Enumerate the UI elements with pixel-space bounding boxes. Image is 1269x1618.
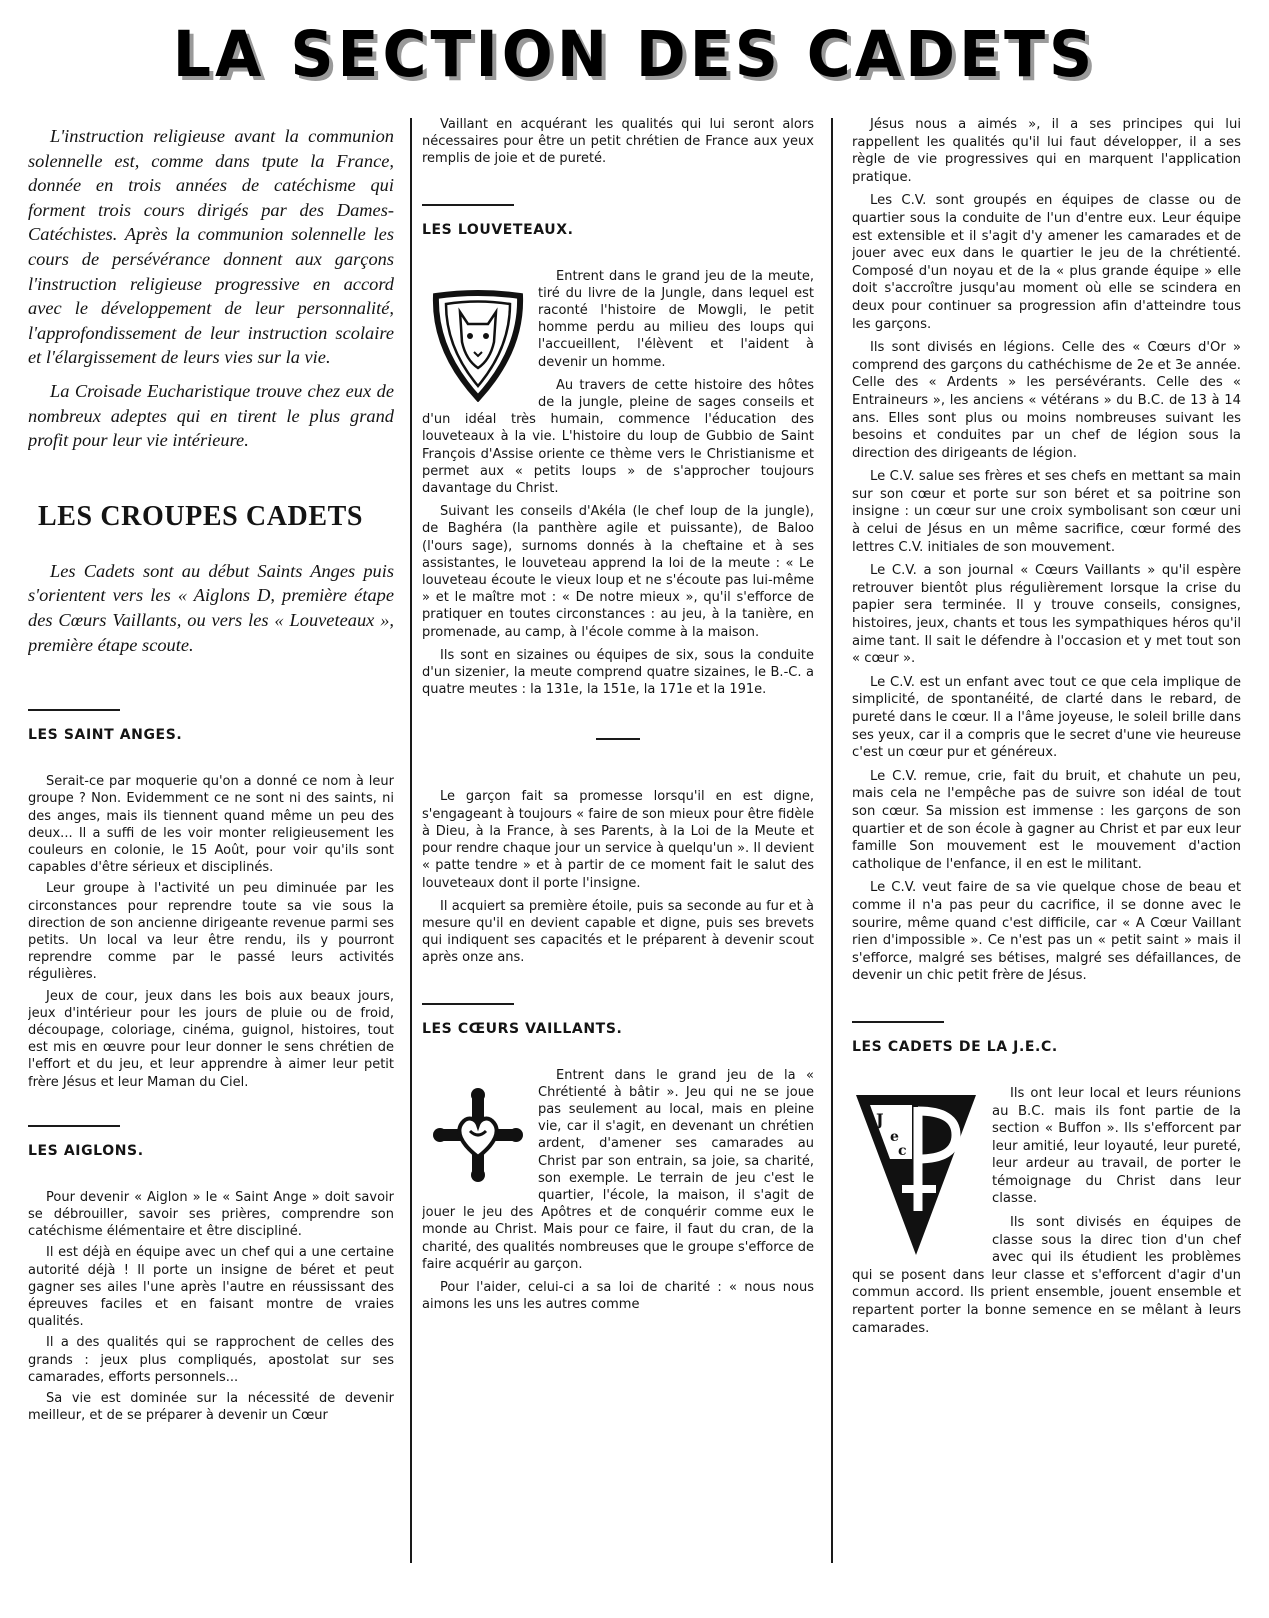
body-paragraph: Entrent dans le grand jeu de la meute, tiré du livre de la Jungle, dans lequel est raconté l'histoire de Mowgli, le petit homme perdu au milieu des loups qui l'accueillent, l'élèvent et l'aident à devenir un homme. <box>538 268 814 370</box>
intro-paragraph: La Croisade Eucharistique trouve chez eux de nombreux adeptes qui en tirent le plus grand profit pour leur vie intérieure. <box>28 380 394 451</box>
body-paragraph: Pour devenir « Aiglon » le « Saint Ange » doit savoir se débrouiller, savoir ses prières, comprendre son catéchisme élémentaire et être discipliné. <box>28 1189 394 1240</box>
groupes-cadets-title: LES CROUPES CADETS <box>38 500 364 532</box>
body-paragraph: Ils sont divisés en légions. Celle des « Cœurs d'Or » comprend des garçons du cathéchisme de 2e et 3e année. Celle des « Ardents » les persévérants. Celle des « Entraineurs », les anciens « vétérans » du B.C. de 13 à 14 ans. Elles sont plus ou moins nombreuses suivant les besoins et conduites par un chef de légion sous la direction des dirigeants de légion. <box>852 340 1241 461</box>
heading-rule <box>28 1125 120 1127</box>
body-paragraph: Sa vie est dominée sur la nécessité de devenir meilleur, et de se préparer à devenir un Cœur <box>28 1390 394 1424</box>
section-heading-aiglons <box>28 1125 394 1159</box>
heart-cross-badge-icon <box>430 1085 526 1185</box>
body-paragraph: Le garçon fait sa promesse lorsqu'il en est digne, s'engageant à toujours « faire de son mieux pour être fidèle à Dieu, à la France, à ses Parents, à la Loi de la Meute et pour rendre chaque jour un service à quelqu'un ». Il devient « patte tendre » et à partir de ce moment fait le salut des louveteaux dont il porte l'insigne. <box>422 789 814 891</box>
masthead <box>0 12 1269 98</box>
body-paragraph: Pour l'aider, celui-ci a sa loi de charité : « nous nous aimons les uns les autres comme <box>422 1279 814 1313</box>
body-paragraph: Ils sont en sizaines ou équipes de six, sous la conduite d'un sizenier, la meute comprend quatre sizaines, le B.-C. a quatre meutes : la 131e, la 151e, la 171e et la 191e. <box>422 647 814 698</box>
column-2 <box>422 116 814 1606</box>
body-paragraph: Leur groupe à l'activité un peu diminuée par les circonstances pour reprendre toute sa vie sous la direction de son ancienne dirigeante revenue parmi ses petits. Un local va leur être rendu, ils y pourront reprendre comme par le passé leurs activités régulières. <box>28 881 394 983</box>
body-paragraph: Le C.V. remue, crie, fait du bruit, et chahute un peu, mais cela ne l'empêche pas de suivre son idéal de tout son cœur. Sa mission est immense : les garçons de son quartier et de son école à gagner au Christ et par eux leur famille Son mouvement est le mouvement d'action catholique de l'enfance, il en est le militant. <box>852 768 1241 872</box>
heading-label: LES CŒURS VAILLANTS. <box>422 1020 623 1037</box>
heading-rule <box>28 709 120 711</box>
body-paragraph: Le C.V. est un enfant avec tout ce que cela implique de simplicité, de spontanéité, de clarté dans le rebard, de pureté dans le cœur. Il a l'âme joyeuse, le soleil brille dans ses yeux, car il a compris que le secret d'une vie heureuse c'est un cœur pur et généreux. <box>852 674 1241 761</box>
body-paragraph: Serait-ce par moquerie qu'on a donné ce nom à leur groupe ? Non. Evidemment ce ne sont ni des saints, ni des anges, mais ils tiennent quand même un peu des deux... Il a suffi de les voir monter religieusement les couleurs en colonie, le 15 Août, pour voir qu'ils sont capables d'être sérieux et disciplinés. <box>28 774 394 876</box>
section-heading-saint-anges <box>28 709 394 743</box>
body-paragraph: Les C.V. sont groupés en équipes de classe ou de quartier sous la conduite de l'un d'entre eux. Leur équipe est extensible et il s'agit d'y amener les camarades et de jouer avec eux dans le quartier le jeu de la chrétienté. Composé d'un noyau et de la « plus grande équipe » elle doit s'accroître jusqu'au moment où elle se scindera en deux pour continuer sa progression afin d'atteindre tous les garçons. <box>852 193 1241 332</box>
column-rule-left <box>410 118 412 1563</box>
column-1 <box>28 116 394 1606</box>
wolf-badge-icon <box>430 290 526 402</box>
body-paragraph: Le C.V. veut faire de sa vie quelque chose de beau et comme il n'a pas peur du cacrifice, il se donne avec le sourire, même quand c'est difficile, car « A Cœur Vaillant rien d'impossible ». Ce n'est pas un « petit saint » mais il s'efforce, malgré ses bétises, malgré ses défaillances, de devenir un chic petit frère de Jésus. <box>852 880 1241 984</box>
jec-letter-e: e <box>890 1128 899 1145</box>
intro-paragraph: L'instruction religieuse avant la communion solennelle est, comme dans tpute la France, donnée en trois années de catéchisme qui forment trois cours dirigés par des Dames-Catéchistes. Après la communion solennelle les cours de persévérance donnent aux garçons l'instruction religieuse progressive en accord avec le développement de leur personnalité, l'approfondissement de leur instruction scolaire et l'élargissement de leurs vies sur la vie. <box>28 126 394 368</box>
body-paragraph: Ils ont leur local et leurs réunions au B.C. mais ils font partie de la section « Buffon ». Ils s'efforcent par leur amitié, leur loyauté, leur pureté, leur ardeur au travail, de porter le témoignage du Christ dans leur classe. <box>992 1085 1241 1207</box>
body-paragraph: Jeux de cour, jeux dans les bois aux beaux jours, jeux d'intérieur pour les jours de pluie ou de froid, découpage, coloriage, cinéma, guignol, histoires, tout est mis en œuvre pour leur donner le sens chrétien de l'effort et du jeu, et leur apprendre à aimer leur petit frère Jésus et leur Maman du Ciel. <box>28 988 394 1090</box>
section-heading-louveteaux <box>422 204 814 238</box>
body-paragraph: Entrent dans le grand jeu de la « Chrétienté à bâtir ». Jeu qui ne se joue pas seulement au local, mais en pleine vie, car il s'agit, en devenant un chrétien ardent, d'amener ses camarades au Christ par son entrain, sa joie, sa charité, son exemple. Le terrain de jeu c'est le quartier, l'école, la maison, il s'agit de jouer le jeu des Apôtres et de conquérir comme eux le monde au Christ. Mais pour ce faire, il faut du cran, de la charité, des qualités nombreuses que le groupe s'efforce de faire acquérir au garçon. <box>422 1067 814 1272</box>
body-paragraph: Il acquiert sa première étoile, puis sa seconde au fur et à mesure qu'il en devient capable et digne, puis ses brevets qui indiquent ses capacités et le préparent à devenir scout après onze ans. <box>422 898 814 966</box>
heading-rule <box>422 204 514 206</box>
heading-rule <box>852 1021 944 1023</box>
heading-label: LES CADETS DE LA J.E.C. <box>852 1038 1058 1055</box>
heading-label: LES LOUVETEAUX. <box>422 221 574 238</box>
groupes-intro: Les Cadets sont au début Saints Anges puis s'orientent vers les « Aiglons D, première étape des Cœurs Vaillants, ou vers les « Louveteaux », première étape scoute. <box>28 560 394 655</box>
heading-rule <box>422 1003 514 1005</box>
continuation-paragraph: Vaillant en acquérant les qualités qui lui seront alors nécessaires pour être un petit chrétien de France aux yeux remplis de joie et de pureté. <box>422 117 814 167</box>
heading-label: LES SAINT ANGES. <box>28 727 183 744</box>
continuation-paragraph: Jésus nous a aimés », il a ses principes qui lui rappellent les qualités qu'il lui faut développer, il a ses règle de vie progressives qui en marquent l'application pratique. <box>852 117 1241 185</box>
body-paragraph: Ils sont divisés en équipes de classe sous la direc tion d'un chef avec qui ils étudient les problèmes qui se posent dans leur classe et s'efforcent d'agir d'un commun accord. Ils prient ensemble, jouent ensemble et repartent porter la bonne semence en se mêlant à leurs camarades. <box>852 1215 1241 1336</box>
jec-badge-icon <box>852 1089 980 1259</box>
section-heading-jec <box>852 1021 1241 1055</box>
heading-label: LES AIGLONS. <box>28 1142 144 1159</box>
body-paragraph: Au travers de cette histoire des hôtes de la jungle, pleine de sages conseils et d'un idéal très humain, commence l'éducation des louveteaux à la vie. L'histoire du loup de Gubbio de Saint François d'Assise oriente ce thème vers le Christianisme et permet aux « petits loups » de s'approcher toujours davantage du Christ. <box>422 377 814 497</box>
body-paragraph: Suivant les conseils d'Akéla (le chef loup de la jungle), de Baghéra (la panthère agile et puissante), de Baloo (l'ours sage), surnoms donnés à la cheftaine et à ses assistantes, le louveteau apprend la loi de la meute : « Le louveteau écoute le vieux loup et ne s'écoute pas lui-même » et le maître mot : « De notre mieux », qu'il s'efforce de pratiquer en toutes circonstances : au jeu, à la tanière, en promenade, au camp, à l'école comme à la maison. <box>422 504 814 640</box>
body-paragraph: Le C.V. salue ses frères et ses chefs en mettant sa main sur son cœur et porte sur son béret et sa poitrine son insigne : un cœur sur une croix symbolisant son cœur uni à celui de Jésus en un même sacrifice, cœur formé des lettres C.V. initiales de son mouvement. <box>852 469 1241 555</box>
column-rule-right <box>831 118 833 1563</box>
jec-letter-c: c <box>898 1142 907 1159</box>
column-3 <box>852 116 1241 1606</box>
jec-letter-j: J <box>876 1109 884 1129</box>
section-separator <box>596 738 640 740</box>
body-paragraph: Le C.V. a son journal « Cœurs Vaillants » qu'il espère retrouver bientôt plus régulièrement lorsque la crise du papier sera terminée. Il y trouve conseils, consignes, histoires, jeux, chants et tous les sympathiques héros qu'il aime tant. Il sait le défendre à l'occasion et y met tout son « cœur ». <box>852 563 1241 667</box>
body-paragraph: Il est déjà en équipe avec un chef qui a une certaine autorité déjà ! Il porte un insigne de béret et peut gagner ses ailes l'une après l'autre en réussissant des épreuves faciles et en faisant montre de vraies qualités. <box>28 1245 394 1330</box>
body-paragraph: Il a des qualités qui se rapprochent de celles des grands : jeux plus compliqués, apostolat sur ses camarades, efforts personnels... <box>28 1335 394 1385</box>
section-heading-coeurs-vaillants <box>422 1003 814 1037</box>
page-title: LA SECTION DES CADETS <box>172 18 1097 92</box>
